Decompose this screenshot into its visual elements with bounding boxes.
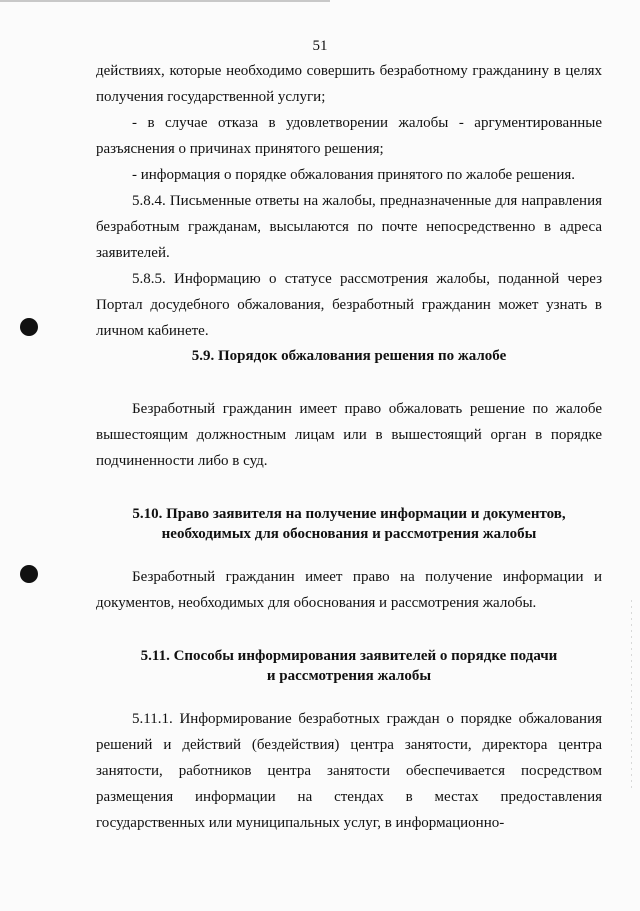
paragraph: 5.8.4. Письменные ответы на жалобы, предназначенные для направления безработным гражданам, высылаются по почте непосредственно в адреса заявителей. [96, 193, 602, 261]
section-heading-block [96, 646, 602, 686]
page-number: 51 [312, 38, 328, 54]
document-body [96, 58, 602, 836]
section-heading-line: и рассмотрения жалобы [266, 668, 432, 684]
section-heading: 5.9. Порядок обжалования решения по жалобе [191, 348, 507, 364]
paragraph: Безработный гражданин имеет право на получение информации и документов, необходимых для обоснования и рассмотрения жалобы. [96, 569, 602, 611]
paragraph: 5.8.5. Информацию о статусе рассмотрения жалобы, поданной через Портал досудебного обжалования, безработный гражданин может узнать в личном кабинете. [96, 271, 602, 339]
punch-hole-mark [20, 565, 38, 583]
scan-top-border [0, 0, 330, 2]
scan-edge-artifact [631, 600, 632, 790]
section-heading-block [96, 504, 602, 544]
paragraph: действиях, которые необходимо совершить безработному гражданину в целях получения государственной услуги; [96, 63, 602, 105]
section-heading-line: 5.11. Способы информирования заявителей о порядке подачи [140, 648, 558, 664]
paragraph: 5.11.1. Информирование безработных граждан о порядке обжалования решений и действий (бездействия) центра занятости, директора центра занятости, работников центра занятости обеспечивается посредством размещения информации на стендах в местах предоставления государственных или муниципальных услуг, в информационно- [96, 711, 602, 831]
paragraph: Безработный гражданин имеет право обжаловать решение по жалобе вышестоящим должностным лицам или в вышестоящий орган в порядке подчиненности либо в суд. [96, 401, 602, 469]
punch-hole-mark [20, 318, 38, 336]
paragraph: - в случае отказа в удовлетворении жалобы - аргументированные разъяснения о причинах принятого решения; [96, 115, 602, 157]
paragraph: - информация о порядке обжалования принятого по жалобе решения. [132, 167, 576, 183]
section-heading-line: необходимых для обоснования и рассмотрения жалобы [161, 526, 537, 542]
section-heading-line: 5.10. Право заявителя на получение информации и документов, [132, 506, 566, 522]
